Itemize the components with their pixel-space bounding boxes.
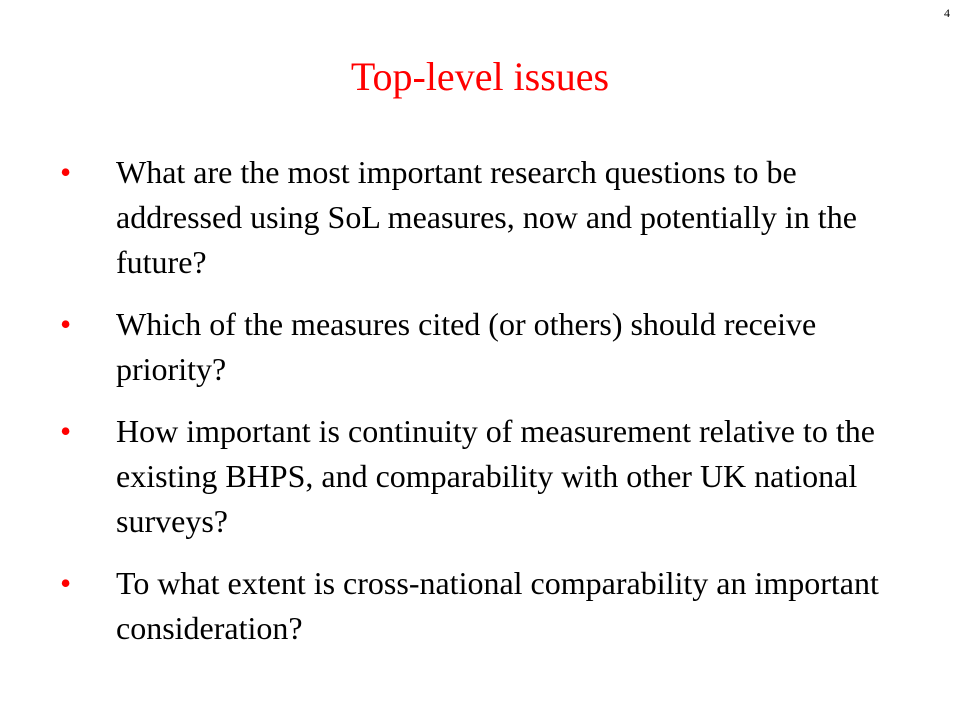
bullet-item-3 [60, 409, 890, 544]
bullet-item-1 [60, 150, 890, 285]
page-number: 4 [944, 6, 950, 20]
bullet-text: Which of the measures cited (or others) should receive priority? [116, 306, 817, 387]
bullet-item-4 [60, 561, 890, 651]
bullet-text: What are the most important research questions to be addressed using SoL measures, now and potentially in the future? [116, 154, 857, 280]
bullet-item-2 [60, 302, 890, 392]
bullet-text: How important is continuity of measurement relative to the existing BHPS, and comparability with other UK national surveys? [116, 413, 875, 539]
bullet-marker: • [60, 154, 72, 190]
bullet-marker: • [60, 565, 72, 601]
bullet-text: To what extent is cross-national comparability an important consideration? [116, 565, 879, 646]
bullet-marker: • [60, 413, 72, 449]
bullet-marker: • [60, 306, 72, 342]
bullet-list [60, 150, 890, 668]
slide-title: Top-level issues [350, 54, 610, 99]
